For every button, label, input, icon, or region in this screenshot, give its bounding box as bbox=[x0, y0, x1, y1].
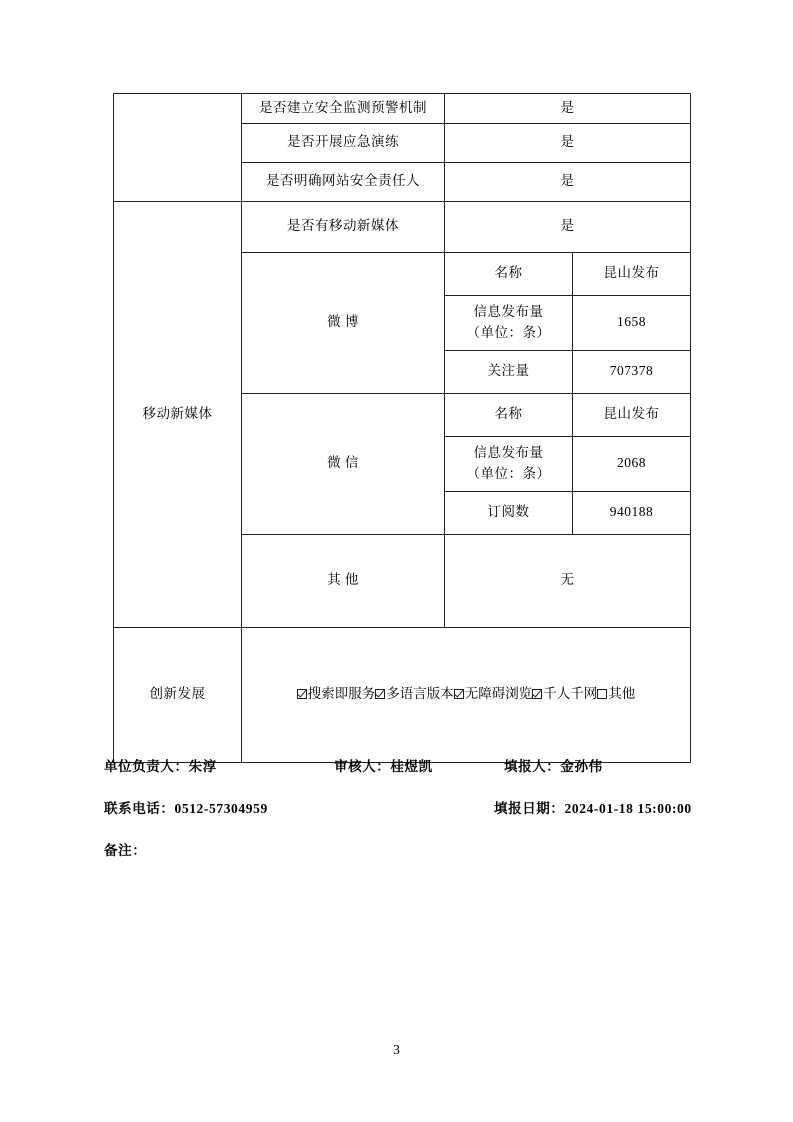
checkbox-icon[interactable] bbox=[597, 689, 607, 699]
safety-warning-label: 是否建立安全监测预警机制 bbox=[242, 94, 445, 124]
security-officer-value: 是 bbox=[445, 162, 691, 201]
empty-label-cell bbox=[114, 94, 242, 202]
reporter-label: 填报人： bbox=[504, 759, 561, 774]
contact-phone bbox=[104, 797, 268, 817]
weibo-followers-value: 707378 bbox=[573, 350, 691, 393]
has-mobile-media-label: 是否有移动新媒体 bbox=[242, 201, 445, 252]
weixin-subscribers-value: 940188 bbox=[573, 491, 691, 534]
innovation-options-line bbox=[245, 684, 687, 705]
weixin-name-value: 昆山发布 bbox=[573, 393, 691, 436]
signature-row-2 bbox=[104, 797, 744, 839]
weibo-publish-label-line2: （单位：条） bbox=[466, 324, 551, 340]
weixin-publish-label-line1: 信息发布量 bbox=[473, 445, 544, 460]
table-row bbox=[114, 627, 691, 762]
innovation-option-label: 多语言版本 bbox=[386, 686, 454, 702]
reviewer bbox=[334, 755, 433, 775]
innovation-option-label: 其他 bbox=[608, 686, 636, 702]
mobile-media-group-label: 移动新媒体 bbox=[114, 201, 242, 627]
signature-row-3 bbox=[104, 839, 744, 881]
report-date bbox=[494, 797, 692, 817]
weixin-label: 微 信 bbox=[242, 393, 445, 534]
other-media-value: 无 bbox=[445, 534, 691, 627]
innovation-option-other[interactable] bbox=[597, 686, 635, 701]
signature-row-1 bbox=[104, 755, 744, 797]
reviewer-label: 审核人： bbox=[334, 759, 391, 774]
table-row bbox=[114, 201, 691, 252]
signature-area bbox=[104, 755, 744, 881]
innovation-option-label: 千人千网 bbox=[543, 686, 598, 702]
other-media-label: 其 他 bbox=[242, 534, 445, 627]
reviewer-value: 桂煜凯 bbox=[390, 759, 433, 774]
checkbox-icon[interactable] bbox=[532, 689, 542, 699]
innovation-option-label: 搜索即服务 bbox=[307, 686, 376, 702]
remark-label: 备注： bbox=[104, 843, 147, 858]
report-date-label: 填报日期： bbox=[494, 801, 565, 816]
weibo-name-label: 名称 bbox=[445, 252, 573, 295]
contact-phone-value: 0512-57304959 bbox=[174, 801, 268, 816]
weibo-label: 微 博 bbox=[242, 252, 445, 393]
unit-leader-label: 单位负责人： bbox=[104, 759, 189, 774]
unit-leader bbox=[104, 755, 217, 775]
has-mobile-media-value: 是 bbox=[445, 201, 691, 252]
weixin-publish-value: 2068 bbox=[573, 436, 691, 491]
reporter-value: 金孙伟 bbox=[560, 759, 603, 774]
contact-phone-label: 联系电话： bbox=[104, 801, 175, 816]
weibo-publish-label bbox=[445, 295, 573, 350]
emergency-drill-value: 是 bbox=[445, 123, 691, 162]
weibo-publish-value: 1658 bbox=[573, 295, 691, 350]
report-date-value: 2024-01-18 15:00:00 bbox=[564, 801, 692, 816]
checkbox-icon[interactable] bbox=[375, 689, 385, 699]
weixin-name-label: 名称 bbox=[445, 393, 573, 436]
checkbox-icon[interactable] bbox=[454, 689, 464, 699]
security-officer-label: 是否明确网站安全责任人 bbox=[242, 162, 445, 201]
innovation-option-multilanguage[interactable] bbox=[375, 686, 454, 701]
innovation-options bbox=[242, 627, 691, 762]
checkbox-icon[interactable] bbox=[297, 689, 307, 699]
innovation-option-personalized[interactable] bbox=[532, 686, 597, 701]
page-number: 3 bbox=[393, 1042, 400, 1057]
report-table bbox=[113, 93, 691, 763]
weixin-publish-label-line2: （单位：条） bbox=[466, 465, 551, 481]
weibo-publish-label-line1: 信息发布量 bbox=[473, 304, 544, 319]
weibo-name-value: 昆山发布 bbox=[573, 252, 691, 295]
safety-warning-value: 是 bbox=[445, 94, 691, 124]
innovation-option-accessibility[interactable] bbox=[454, 686, 533, 701]
unit-leader-value: 朱淳 bbox=[188, 759, 217, 774]
reporter bbox=[504, 755, 603, 775]
emergency-drill-label: 是否开展应急演练 bbox=[242, 123, 445, 162]
innovation-option-search-as-service[interactable] bbox=[297, 686, 376, 701]
weibo-followers-label: 关注量 bbox=[445, 350, 573, 393]
weixin-subscribers-label: 订阅数 bbox=[445, 491, 573, 534]
weixin-publish-label bbox=[445, 436, 573, 491]
table-row bbox=[114, 94, 691, 124]
innovation-option-label: 无障碍浏览 bbox=[464, 686, 533, 702]
innovation-label: 创新发展 bbox=[114, 627, 242, 762]
